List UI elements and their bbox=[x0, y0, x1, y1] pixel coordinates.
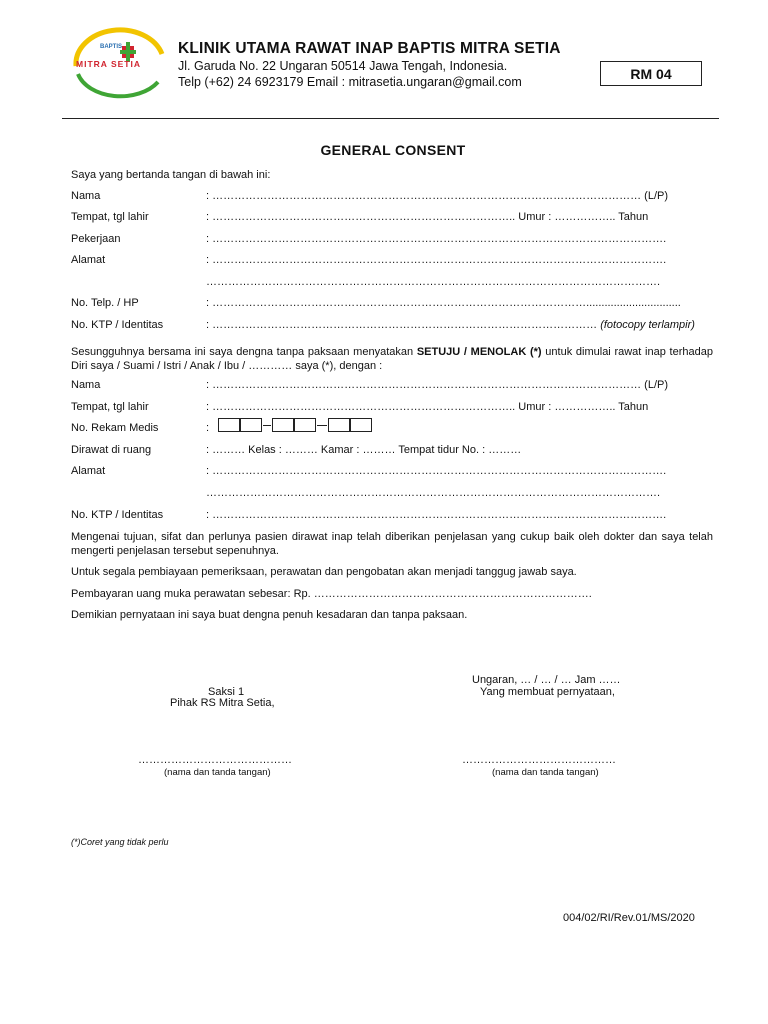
field-value-patient-address[interactable]: : ……………………………………………………………………………………………………………. bbox=[206, 465, 667, 477]
mr-digit-box[interactable] bbox=[294, 418, 316, 432]
witness-signature-caption: (nama dan tanda tangan) bbox=[164, 767, 271, 778]
statement-pre: Sesungguhnya bersama ini saya dengna tanpa paksaan menyatakan bbox=[71, 346, 417, 358]
field-value-address-line2[interactable]: ……………………………………………………………………………………………………………. bbox=[206, 276, 661, 288]
fotocopy-note: (fotocopy terlampir) bbox=[600, 319, 695, 331]
mr-digit-box[interactable] bbox=[272, 418, 294, 432]
maker-title: Yang membuat pernyataan, bbox=[480, 686, 615, 698]
maker-signature-line[interactable]: …………………………………… bbox=[462, 754, 616, 766]
field-label-ward: Dirawat di ruang bbox=[71, 444, 152, 456]
mr-separator bbox=[317, 425, 327, 426]
field-label-patient-address: Alamat bbox=[71, 465, 106, 477]
field-label-address: Alamat bbox=[71, 254, 106, 266]
mr-digit-box[interactable] bbox=[218, 418, 240, 432]
document-code: 004/02/RI/Rev.01/MS/2020 bbox=[563, 912, 695, 924]
field-label-phone: No. Telp. / HP bbox=[71, 297, 139, 309]
witness-signature-line[interactable]: …………………………………… bbox=[138, 754, 292, 766]
field-value-birth[interactable]: : ……………………………………………………………………….. Umur : …………….. Tahun bbox=[206, 211, 649, 223]
witness-title: Saksi 1 bbox=[208, 686, 245, 698]
rm-code-box bbox=[600, 61, 702, 86]
field-value-patient-name[interactable]: : ……………………………………………………………………………………………………… (L/P) bbox=[206, 379, 669, 391]
clinic-logo bbox=[66, 26, 174, 104]
field-label-patient-name: Nama bbox=[71, 379, 101, 391]
closing-paragraph: Demikian pernyataan ini saya buat dengna penuh kesadaran dan tanpa paksaan. bbox=[71, 609, 468, 621]
cost-paragraph: Untuk segala pembiayaan pemeriksaan, perawatan dan pengobatan akan menjadi tanggug jawab saya. bbox=[71, 566, 577, 578]
mr-digit-box[interactable] bbox=[350, 418, 372, 432]
field-label-ktp: No. KTP / Identitas bbox=[71, 319, 164, 331]
field-value-patient-address-line2[interactable]: ……………………………………………………………………………………………………………. bbox=[206, 487, 661, 499]
field-value-address[interactable]: : ……………………………………………………………………………………………………………. bbox=[206, 254, 667, 266]
logo-text-main: MITRA SETIA bbox=[76, 59, 141, 69]
clinic-address: Jl. Garuda No. 22 Ungaran 50514 Jawa Tengah, Indonesia. bbox=[178, 59, 508, 73]
intro-text: Saya yang bertanda tangan di bawah ini: bbox=[71, 169, 271, 181]
mr-digit-box[interactable] bbox=[240, 418, 262, 432]
field-value-phone[interactable]: : …………………………………………………………………………………………............................... bbox=[206, 297, 681, 309]
purpose-paragraph: Mengenai tujuan, sifat dan perlunya pasien dirawat inap telah diberikan penjelasan yang cukup baik oleh dokter dan saya telah mengerti penjelasan tersebut sepenuhnya. bbox=[71, 531, 713, 557]
clinic-name: KLINIK UTAMA RAWAT INAP BAPTIS MITRA SETIA bbox=[178, 40, 561, 57]
mr-separator bbox=[263, 425, 271, 426]
agree-reject-option[interactable]: SETUJU / MENOLAK (*) bbox=[416, 346, 542, 358]
maker-signature-caption: (nama dan tanda tangan) bbox=[492, 767, 599, 778]
header-divider bbox=[62, 118, 719, 119]
field-value-ktp[interactable] bbox=[206, 319, 695, 332]
clinic-contact: Telp (+62) 24 6923179 Email : mitrasetia.ungaran@gmail.com bbox=[178, 75, 522, 89]
field-label-name: Nama bbox=[71, 190, 101, 202]
statement-post: untuk dimulai rawat inap terhadap Diri saya / Suami / Istri / Anak / Ibu / ………… saya (*), dengan : bbox=[71, 346, 713, 372]
field-value-occupation[interactable]: : ……………………………………………………………………………………………………………. bbox=[206, 233, 667, 245]
deposit-paragraph[interactable]: Pembayaran uang muka perawatan sebesar: Rp. …………………………………………………………………. bbox=[71, 588, 592, 600]
field-label-birth: Tempat, tgl lahir bbox=[71, 211, 149, 223]
field-value-ktp-dots: : …………………………………………………………………………………………… bbox=[206, 319, 598, 331]
form-title: GENERAL CONSENT bbox=[320, 142, 466, 158]
consent-statement bbox=[71, 345, 713, 373]
field-value-patient-ktp[interactable]: : ……………………………………………………………………………………………………………. bbox=[206, 509, 667, 521]
field-value-name[interactable]: : ……………………………………………………………………………………………………… (L/P) bbox=[206, 190, 669, 202]
witness-org: Pihak RS Mitra Setia, bbox=[170, 697, 275, 709]
mr-digit-box[interactable] bbox=[328, 418, 350, 432]
rm-code: RM 04 bbox=[630, 65, 672, 82]
field-label-patient-birth: Tempat, tgl lahir bbox=[71, 401, 149, 413]
field-label-medical-record: No. Rekam Medis bbox=[71, 422, 159, 434]
field-label-occupation: Pekerjaan bbox=[71, 233, 121, 245]
field-value-patient-birth[interactable]: : ……………………………………………………………………….. Umur : …………….. Tahun bbox=[206, 401, 649, 413]
strike-note: (*)Coret yang tidak perlu bbox=[71, 837, 169, 847]
field-label-patient-ktp: No. KTP / Identitas bbox=[71, 509, 164, 521]
place-date[interactable]: Ungaran, … / … / … Jam …… bbox=[472, 674, 621, 686]
logo-text-small: BAPTIS bbox=[100, 44, 123, 50]
field-value-ward[interactable]: : ……… Kelas : ……… Kamar : ……… Tempat tidur No. : ……… bbox=[206, 444, 522, 456]
field-value-medical-record-colon: : bbox=[206, 422, 210, 434]
